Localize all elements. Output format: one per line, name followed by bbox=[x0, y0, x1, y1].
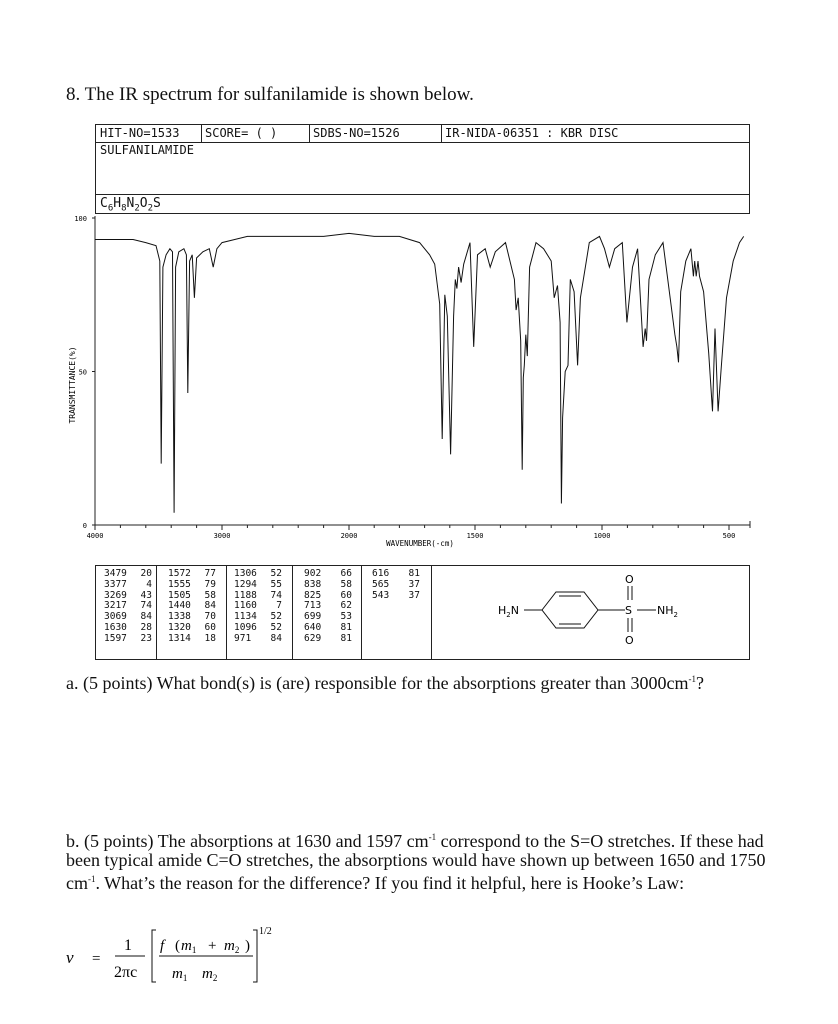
x-axis-label: WAVENUMBER(-cm) bbox=[386, 539, 454, 548]
peak-wavenumber: 1597 bbox=[104, 632, 127, 644]
equals-sign: = bbox=[92, 951, 101, 967]
plus-sign: + bbox=[208, 938, 217, 954]
header-row bbox=[96, 125, 749, 143]
table-divider bbox=[156, 566, 157, 659]
peak-row bbox=[234, 634, 282, 645]
peak-transmittance: 58 bbox=[204, 589, 216, 601]
ir-nida-number: IR-NIDA-06351 : KBR DISC bbox=[445, 126, 619, 140]
y-tick-label: 50 bbox=[78, 368, 87, 377]
peak-wavenumber: 1160 bbox=[234, 600, 257, 612]
peak-wavenumber: 1314 bbox=[168, 632, 191, 644]
nu-symbol: ν bbox=[66, 948, 74, 967]
x-tick-label: 2000 bbox=[340, 532, 358, 540]
open-paren: ( bbox=[175, 938, 180, 954]
header-divider bbox=[96, 194, 749, 195]
question-a-text: a. (5 points) What bond(s) is (are) responsible for the absorptions greater than $3000cm^{-1}$? bbox=[66, 673, 704, 693]
peak-transmittance: 66 bbox=[340, 568, 352, 579]
peak-transmittance: 52 bbox=[270, 611, 282, 623]
oxygen-atom-bottom: O bbox=[625, 634, 634, 647]
peak-row bbox=[168, 634, 216, 645]
peak-wavenumber: 1096 bbox=[234, 621, 257, 633]
table-divider bbox=[226, 566, 227, 659]
peak-row bbox=[104, 580, 152, 591]
sulfanilamide-structure bbox=[480, 562, 750, 662]
peak-transmittance: 84 bbox=[270, 632, 282, 644]
sdbs-number: SDBS-NO=1526 bbox=[313, 126, 400, 140]
peak-transmittance: 37 bbox=[408, 589, 420, 601]
amine-group-left: $H_2N$ bbox=[498, 604, 519, 619]
x-tick-label: 4000 bbox=[86, 532, 104, 540]
peak-transmittance: 28 bbox=[140, 621, 152, 633]
peak-column bbox=[104, 569, 152, 645]
peak-transmittance: 7 bbox=[276, 600, 282, 612]
peak-transmittance: 20 bbox=[140, 568, 152, 579]
sulfur-atom: S bbox=[625, 604, 632, 617]
chart-axes bbox=[92, 216, 750, 530]
peak-transmittance: 52 bbox=[270, 568, 282, 579]
peak-wavenumber: 1572 bbox=[168, 568, 191, 579]
denominator-2pic: 2πc bbox=[114, 964, 138, 981]
peak-transmittance: 74 bbox=[140, 600, 152, 612]
compound-name: SULFANILAMIDE bbox=[100, 143, 194, 157]
x-tick-label: 500 bbox=[722, 532, 736, 540]
peak-transmittance: 81 bbox=[408, 568, 420, 579]
peak-column bbox=[168, 569, 216, 645]
y-tick-label: 0 bbox=[82, 522, 87, 530]
table-divider bbox=[361, 566, 362, 659]
peak-wavenumber: 629 bbox=[304, 632, 322, 644]
mass-2: $m_2$ bbox=[224, 938, 240, 955]
peak-transmittance: 4 bbox=[146, 578, 152, 590]
peak-row bbox=[104, 634, 152, 645]
peak-transmittance: 52 bbox=[270, 621, 282, 633]
peak-wavenumber: 1294 bbox=[234, 578, 257, 590]
peak-wavenumber: 616 bbox=[372, 568, 390, 579]
peak-column bbox=[304, 569, 352, 645]
peak-wavenumber: 1555 bbox=[168, 578, 191, 590]
peak-wavenumber: 1630 bbox=[104, 621, 127, 633]
peak-transmittance: 58 bbox=[340, 578, 352, 590]
peak-transmittance: 37 bbox=[408, 578, 420, 590]
peak-transmittance: 62 bbox=[340, 600, 352, 612]
question-8-text: 8. The IR spectrum for sulfanilamide is shown below. bbox=[66, 84, 474, 105]
x-tick-label: 1000 bbox=[593, 532, 611, 540]
peak-column bbox=[372, 569, 420, 601]
peak-wavenumber: 640 bbox=[304, 621, 322, 633]
peak-transmittance: 81 bbox=[340, 621, 352, 633]
peak-wavenumber: 713 bbox=[304, 600, 322, 612]
peak-transmittance: 53 bbox=[340, 611, 352, 623]
peak-wavenumber: 1306 bbox=[234, 568, 257, 579]
peak-wavenumber: 3217 bbox=[104, 600, 127, 612]
hookes-law-equation bbox=[60, 920, 300, 1000]
peak-wavenumber: 3269 bbox=[104, 589, 127, 601]
y-tick-label: 100 bbox=[74, 215, 87, 223]
force-constant: f bbox=[160, 938, 165, 954]
question-b-text: b. (5 points) The absorptions at 1630 and 1597 $cm^{-1}$ correspond to the S=O stretches. If these had been typical amide C=O stretches, the absorptions would have shown up between 1650 and 1750 $cm^{-1}$. What’s the reason for the difference? If you find it helpful, here is Hooke’s Law: bbox=[66, 831, 766, 893]
peak-transmittance: 43 bbox=[140, 589, 152, 601]
y-axis-label: TRANSMITTANCE(%) bbox=[68, 346, 77, 424]
peak-transmittance: 55 bbox=[270, 578, 282, 590]
hit-number: HIT-NO=1533 bbox=[100, 126, 180, 140]
peak-transmittance: 84 bbox=[140, 611, 152, 623]
x-tick-labels bbox=[87, 532, 736, 540]
peak-transmittance: 60 bbox=[340, 589, 352, 601]
oxygen-atom-top: O bbox=[625, 573, 634, 586]
peak-row bbox=[168, 580, 216, 591]
peak-row bbox=[304, 580, 352, 591]
close-paren: ) bbox=[245, 938, 250, 954]
peak-row bbox=[304, 634, 352, 645]
table-divider bbox=[292, 566, 293, 659]
numerator-one: 1 bbox=[124, 937, 132, 954]
peak-wavenumber: 838 bbox=[304, 578, 322, 590]
peak-wavenumber: 3069 bbox=[104, 611, 127, 623]
peak-wavenumber: 971 bbox=[234, 632, 252, 644]
peak-wavenumber: 825 bbox=[304, 589, 322, 601]
peak-transmittance: 84 bbox=[204, 600, 216, 612]
peak-wavenumber: 699 bbox=[304, 611, 322, 623]
peak-wavenumber: 1188 bbox=[234, 589, 257, 601]
peak-wavenumber: 3479 bbox=[104, 568, 127, 579]
spectrum-header-panel bbox=[95, 124, 750, 214]
benzene-ring bbox=[542, 592, 598, 628]
peak-transmittance: 77 bbox=[204, 568, 216, 579]
spectrum-trace bbox=[95, 233, 744, 512]
peak-row bbox=[234, 580, 282, 591]
amide-group-right: $NH_2$ bbox=[657, 604, 678, 619]
peak-wavenumber: 1338 bbox=[168, 611, 191, 623]
y-tick-labels bbox=[74, 215, 87, 530]
mass-2-denominator: $m_2$ bbox=[202, 966, 218, 983]
peak-row bbox=[372, 591, 420, 602]
peak-wavenumber: 1505 bbox=[168, 589, 191, 601]
x-tick-label: 3000 bbox=[213, 532, 231, 540]
mass-1: $m_1$ bbox=[181, 938, 197, 955]
peak-transmittance: 60 bbox=[204, 621, 216, 633]
score-field: SCORE= ( ) bbox=[205, 126, 278, 140]
peak-transmittance: 79 bbox=[204, 578, 216, 590]
peak-transmittance: 18 bbox=[204, 632, 216, 644]
peak-transmittance: 74 bbox=[270, 589, 282, 601]
peak-row bbox=[372, 580, 420, 591]
peak-transmittance: 23 bbox=[140, 632, 152, 644]
molecular-formula: $C_6H_8N_2O_2S$ bbox=[100, 196, 161, 214]
peak-wavenumber: 1320 bbox=[168, 621, 191, 633]
x-tick-label: 1500 bbox=[466, 532, 484, 540]
exponent-half: 1/2 bbox=[259, 926, 272, 937]
mass-1-denominator: $m_1$ bbox=[172, 966, 188, 983]
peak-wavenumber: 1134 bbox=[234, 611, 257, 623]
table-divider bbox=[431, 566, 432, 659]
peak-transmittance: 70 bbox=[204, 611, 216, 623]
peak-wavenumber: 902 bbox=[304, 568, 322, 579]
peak-wavenumber: 543 bbox=[372, 589, 390, 601]
peak-wavenumber: 3377 bbox=[104, 578, 127, 590]
peak-column bbox=[234, 569, 282, 645]
peak-transmittance: 81 bbox=[340, 632, 352, 644]
peak-wavenumber: 1440 bbox=[168, 600, 191, 612]
peak-wavenumber: 565 bbox=[372, 578, 390, 590]
